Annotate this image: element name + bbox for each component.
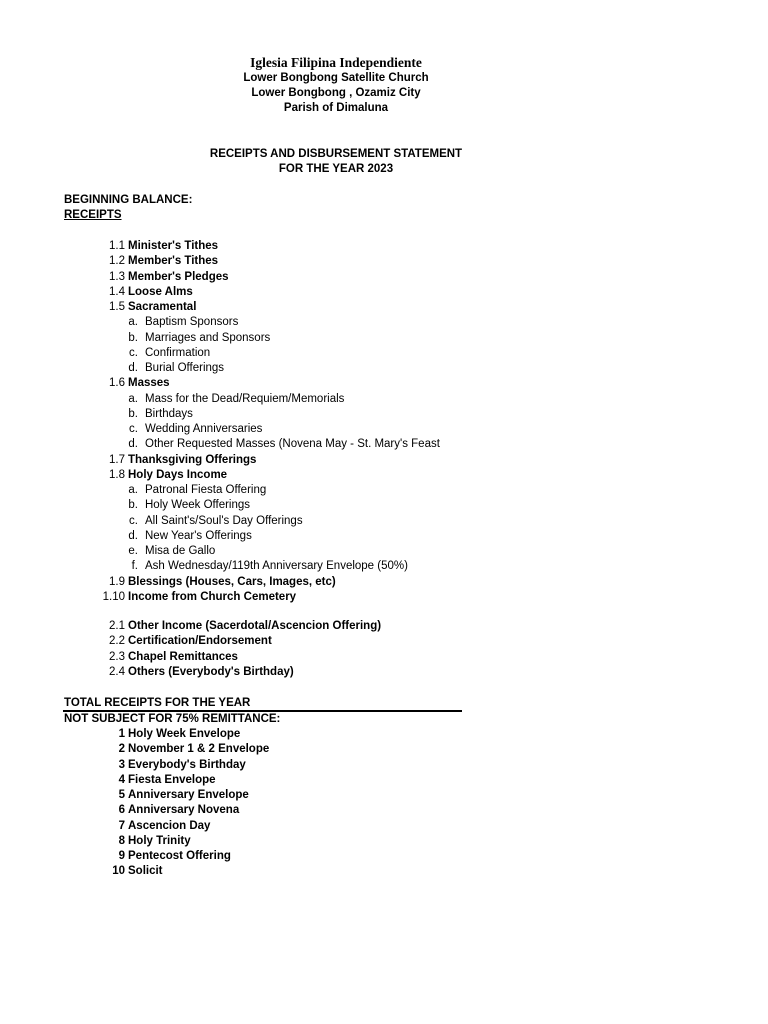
item-label: Certification/Endorsement: [128, 635, 272, 647]
receipt-item: [0, 376, 740, 391]
not-subject-item: [0, 803, 740, 818]
item-number: 10: [112, 865, 125, 877]
item-number: d.: [128, 438, 138, 450]
item-number: 2.2: [109, 635, 125, 647]
item-number: 7: [118, 820, 125, 832]
item-number: c.: [129, 423, 138, 435]
item-label: Income from Church Cemetery: [128, 591, 297, 603]
item-number: 1.7: [109, 454, 125, 466]
item-label: Blessings (Houses, Cars, Images, etc): [128, 576, 336, 588]
receipt-item: [0, 453, 740, 468]
statement-title: RECEIPTS AND DISBURSEMENT STATEMENT: [209, 148, 463, 160]
not-subject-item: [0, 819, 740, 834]
item-label: Ascencion Day: [128, 820, 211, 832]
receipt-subitem: [0, 529, 740, 544]
item-number: 2.3: [109, 651, 125, 663]
item-label: Holy Days Income: [128, 469, 228, 481]
receipt-subitem: [0, 498, 740, 513]
item-label: Everybody's Birthday: [128, 759, 246, 771]
receipt-subitem: [0, 559, 740, 574]
item-label: Masses: [128, 377, 170, 389]
item-label: Wedding Anniversaries: [145, 423, 263, 435]
item-number: 1.9: [109, 576, 125, 588]
item-label: New Year's Offerings: [145, 530, 252, 542]
other-income-item: [0, 619, 740, 634]
total-receipts-label: TOTAL RECEIPTS FOR THE YEAR: [64, 697, 251, 709]
item-number: 5: [118, 789, 125, 801]
receipt-item: [0, 254, 740, 269]
receipt-subitem: [0, 346, 740, 361]
not-subject-item: [0, 727, 740, 742]
receipt-subitem: [0, 331, 740, 346]
item-number: d.: [128, 362, 138, 374]
item-number: d.: [128, 530, 138, 542]
item-number: 3: [118, 759, 125, 771]
item-label: Burial Offerings: [145, 362, 225, 374]
item-label: Loose Alms: [128, 286, 193, 298]
beginning-balance-label: BEGINNING BALANCE:: [64, 194, 193, 206]
receipt-subitem: [0, 407, 740, 422]
item-number: 1.1: [109, 240, 125, 252]
org-name: Iglesia Filipina Independiente: [250, 55, 422, 70]
item-label: Minister's Tithes: [128, 240, 219, 252]
not-subject-item: [0, 773, 740, 788]
receipt-item: [0, 575, 740, 590]
item-number: b.: [128, 408, 138, 420]
item-number: b.: [128, 332, 138, 344]
item-label: Member's Tithes: [128, 255, 219, 267]
receipts-heading: RECEIPTS: [64, 209, 122, 221]
item-label: November 1 & 2 Envelope: [128, 743, 270, 755]
item-label: Others (Everybody's Birthday): [128, 666, 294, 678]
receipt-subitem: [0, 483, 740, 498]
item-number: e.: [128, 545, 138, 557]
item-label: Anniversary Envelope: [128, 789, 249, 801]
item-label: Patronal Fiesta Offering: [145, 484, 267, 496]
church-location: Lower Bongbong , Ozamiz City: [251, 87, 421, 99]
item-label: Misa de Gallo: [145, 545, 216, 557]
item-number: c.: [129, 515, 138, 527]
item-number: 1.8: [109, 469, 125, 481]
item-number: f.: [131, 560, 138, 572]
item-number: 6: [118, 804, 125, 816]
not-subject-item: [0, 758, 740, 773]
receipt-subitem: [0, 544, 740, 559]
receipt-subitem: [0, 437, 740, 452]
item-label: Chapel Remittances: [128, 651, 238, 663]
item-label: Other Income (Sacerdotal/Ascencion Offering): [128, 620, 382, 632]
item-number: 1.6: [109, 377, 125, 389]
receipt-item: [0, 468, 740, 483]
item-number: 2: [118, 743, 125, 755]
item-label: All Saint's/Soul's Day Offerings: [145, 515, 303, 527]
receipt-item: [0, 285, 740, 300]
item-label: Holy Week Offerings: [145, 499, 251, 511]
item-number: 2.4: [109, 666, 125, 678]
item-label: Holy Trinity: [128, 835, 191, 847]
item-label: Member's Pledges: [128, 271, 229, 283]
not-subject-item: [0, 742, 740, 757]
item-number: 1.5: [109, 301, 125, 313]
item-label: Confirmation: [145, 347, 211, 359]
church-name: Lower Bongbong Satellite Church: [243, 72, 429, 84]
item-label: Mass for the Dead/Requiem/Memorials: [145, 393, 345, 405]
receipt-subitem: [0, 315, 740, 330]
not-subject-item: [0, 849, 740, 864]
item-number: 2.1: [109, 620, 125, 632]
not-subject-heading: NOT SUBJECT FOR 75% REMITTANCE:: [64, 713, 281, 725]
statement-year: FOR THE YEAR 2023: [278, 163, 394, 175]
item-number: 1.2: [109, 255, 125, 267]
item-number: a.: [128, 316, 138, 328]
other-income-item: [0, 634, 740, 649]
item-label: Holy Week Envelope: [128, 728, 241, 740]
not-subject-item: [0, 864, 740, 879]
not-subject-item: [0, 834, 740, 849]
receipt-subitem: [0, 514, 740, 529]
item-number: a.: [128, 484, 138, 496]
item-number: 9: [118, 850, 125, 862]
item-label: Fiesta Envelope: [128, 774, 216, 786]
item-label: Solicit: [128, 865, 163, 877]
item-number: 1.3: [109, 271, 125, 283]
item-label: Baptism Sponsors: [145, 316, 239, 328]
item-label: Sacramental: [128, 301, 197, 313]
parish-name: Parish of Dimaluna: [283, 102, 389, 114]
item-label: Marriages and Sponsors: [145, 332, 271, 344]
item-number: 1: [118, 728, 125, 740]
item-number: 1.10: [102, 591, 125, 603]
receipt-subitem: [0, 361, 740, 376]
receipt-item: [0, 270, 740, 285]
item-label: Thanksgiving Offerings: [128, 454, 257, 466]
item-label: Birthdays: [145, 408, 193, 420]
receipt-item: [0, 300, 740, 315]
receipt-item: [0, 239, 740, 254]
item-number: b.: [128, 499, 138, 511]
item-number: a.: [128, 393, 138, 405]
item-label: Anniversary Novena: [128, 804, 240, 816]
receipt-subitem: [0, 422, 740, 437]
receipt-subitem: [0, 392, 740, 407]
receipt-item: [0, 590, 740, 605]
item-label: Ash Wednesday/119th Anniversary Envelope (50%): [145, 560, 408, 572]
other-income-item: [0, 650, 740, 665]
item-number: c.: [129, 347, 138, 359]
item-label: Other Requested Masses (Novena May - St. Mary's Feast: [145, 438, 440, 450]
item-number: 4: [118, 774, 125, 786]
not-subject-item: [0, 788, 740, 803]
item-label: Pentecost Offering: [128, 850, 231, 862]
item-number: 8: [118, 835, 125, 847]
other-income-item: [0, 665, 740, 680]
item-number: 1.4: [109, 286, 125, 298]
